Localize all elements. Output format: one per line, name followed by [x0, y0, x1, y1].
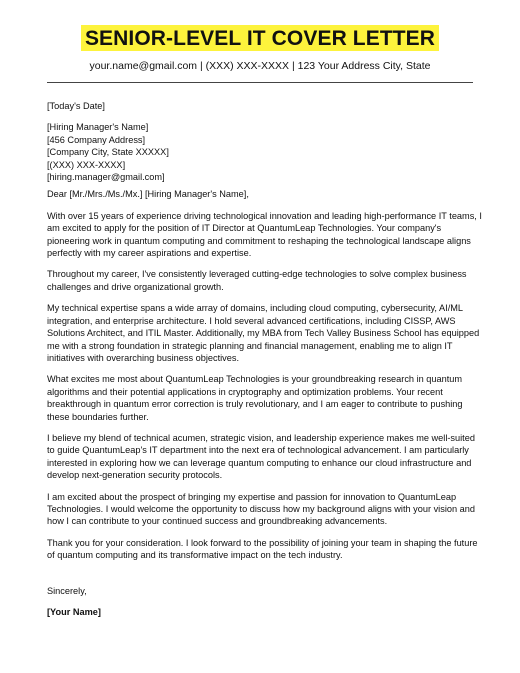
paragraph-prospect — [47, 491, 473, 528]
paragraph-line: Thank you for your consideration. I look forward to the possibility of joining your team in shaping the future — [47, 537, 478, 548]
contact-line: your.name@gmail.com | (XXX) XXX-XXXX | 123 Your Address City, State — [89, 60, 431, 72]
recipient-name: [Hiring Manager's Name] — [47, 122, 149, 133]
paragraph-line: pioneering work in quantum computing and commitment to reshaping the technological landscape aligns — [47, 235, 471, 246]
paragraph-line: interested in exploring how we can leverage quantum computing to enhance our cloud infrastructure and — [47, 457, 472, 468]
paragraph-line: My technical expertise spans a wide array of domains, including cloud computing, cybersecurity, AI/ML — [47, 303, 464, 314]
paragraph-line: initiatives with overarching business objectives. — [47, 352, 240, 363]
paragraph-line: develop next-generation security protocols. — [47, 470, 223, 481]
paragraph-line: I am excited about the prospect of bringing my expertise and passion for innovation to QuantumLeap — [47, 491, 457, 502]
closing: Sincerely, — [47, 585, 87, 596]
paragraph-line: Solutions Architect, and ITIL Master. Additionally, my MBA from Tech Valley Business School has equipped — [47, 328, 480, 339]
paragraph-line: how I can contribute to your continued success and groundbreaking advancements. — [47, 516, 388, 527]
paragraph-line: breakthrough in quantum error correction is truly revolutionary, and I am eager to contribute to pushing — [47, 399, 463, 410]
paragraph-career — [47, 268, 473, 293]
paragraph-fit — [47, 432, 473, 482]
recipient-address: [456 Company Address] — [47, 134, 146, 145]
page-title: SENIOR-LEVEL IT COVER LETTER — [81, 25, 439, 51]
paragraph-line: Technologies. I would welcome the opportunity to discuss how my background aligns with your vision and — [47, 503, 475, 514]
paragraph-line: I believe my blend of technical acumen, strategic vision, and leadership experience makes me well-suited — [47, 432, 475, 443]
paragraph-line: integration, and enterprise architecture. I hold several advanced certifications, including CISSP, AWS — [47, 315, 456, 326]
letter-date: [Today's Date] — [47, 101, 105, 111]
paragraph-line: am excited to apply for the position of IT Director at QuantumLeap Technologies. Your company's — [47, 223, 442, 234]
salutation: Dear [Mr./Mrs./Ms./Mx.] [Hiring Manager's Name], — [47, 189, 249, 200]
recipient-email: [hiring.manager@gmail.com] — [47, 172, 165, 183]
paragraph-company — [47, 373, 473, 423]
paragraph-line: of quantum computing and its transformative impact on the tech industry. — [47, 550, 343, 561]
paragraph-line: Throughout my career, I've consistently leveraged cutting-edge technologies to solve complex business — [47, 269, 467, 280]
letter-body — [47, 100, 482, 618]
recipient-city-state: [Company City, State XXXXX] — [47, 147, 169, 158]
paragraph-line: algorithms and their potential applications in cryptography and optimization problems. Your recent — [47, 386, 443, 397]
paragraph-expertise — [47, 302, 480, 364]
paragraph-line: With over 15 years of experience driving technological innovation and leading high-performance IT teams, I — [47, 210, 482, 221]
header-divider — [47, 82, 473, 83]
signature-name: [Your Name] — [47, 607, 101, 617]
paragraph-line: challenges and drive organizational growth. — [47, 281, 224, 292]
paragraph-line: perfectly with my career aspirations and expertise. — [47, 248, 252, 259]
recipient-phone: [(XXX) XXX-XXXX] — [47, 159, 126, 170]
paragraph-line: What excites me most about QuantumLeap Technologies is your groundbreaking research in quantum — [47, 374, 463, 385]
recipient-block — [47, 121, 473, 183]
title-wrap — [0, 25, 520, 51]
paragraph-line: to guide QuantumLeap's IT department into the next era of technological advancement. I am particularly — [47, 445, 469, 456]
paragraph-line: these boundaries further. — [47, 411, 149, 422]
paragraph-thanks — [47, 537, 478, 562]
paragraph-intro — [47, 210, 482, 260]
paragraph-line: me with a strong foundation in strategic planning and financial management, enabling me to align IT — [47, 340, 453, 351]
